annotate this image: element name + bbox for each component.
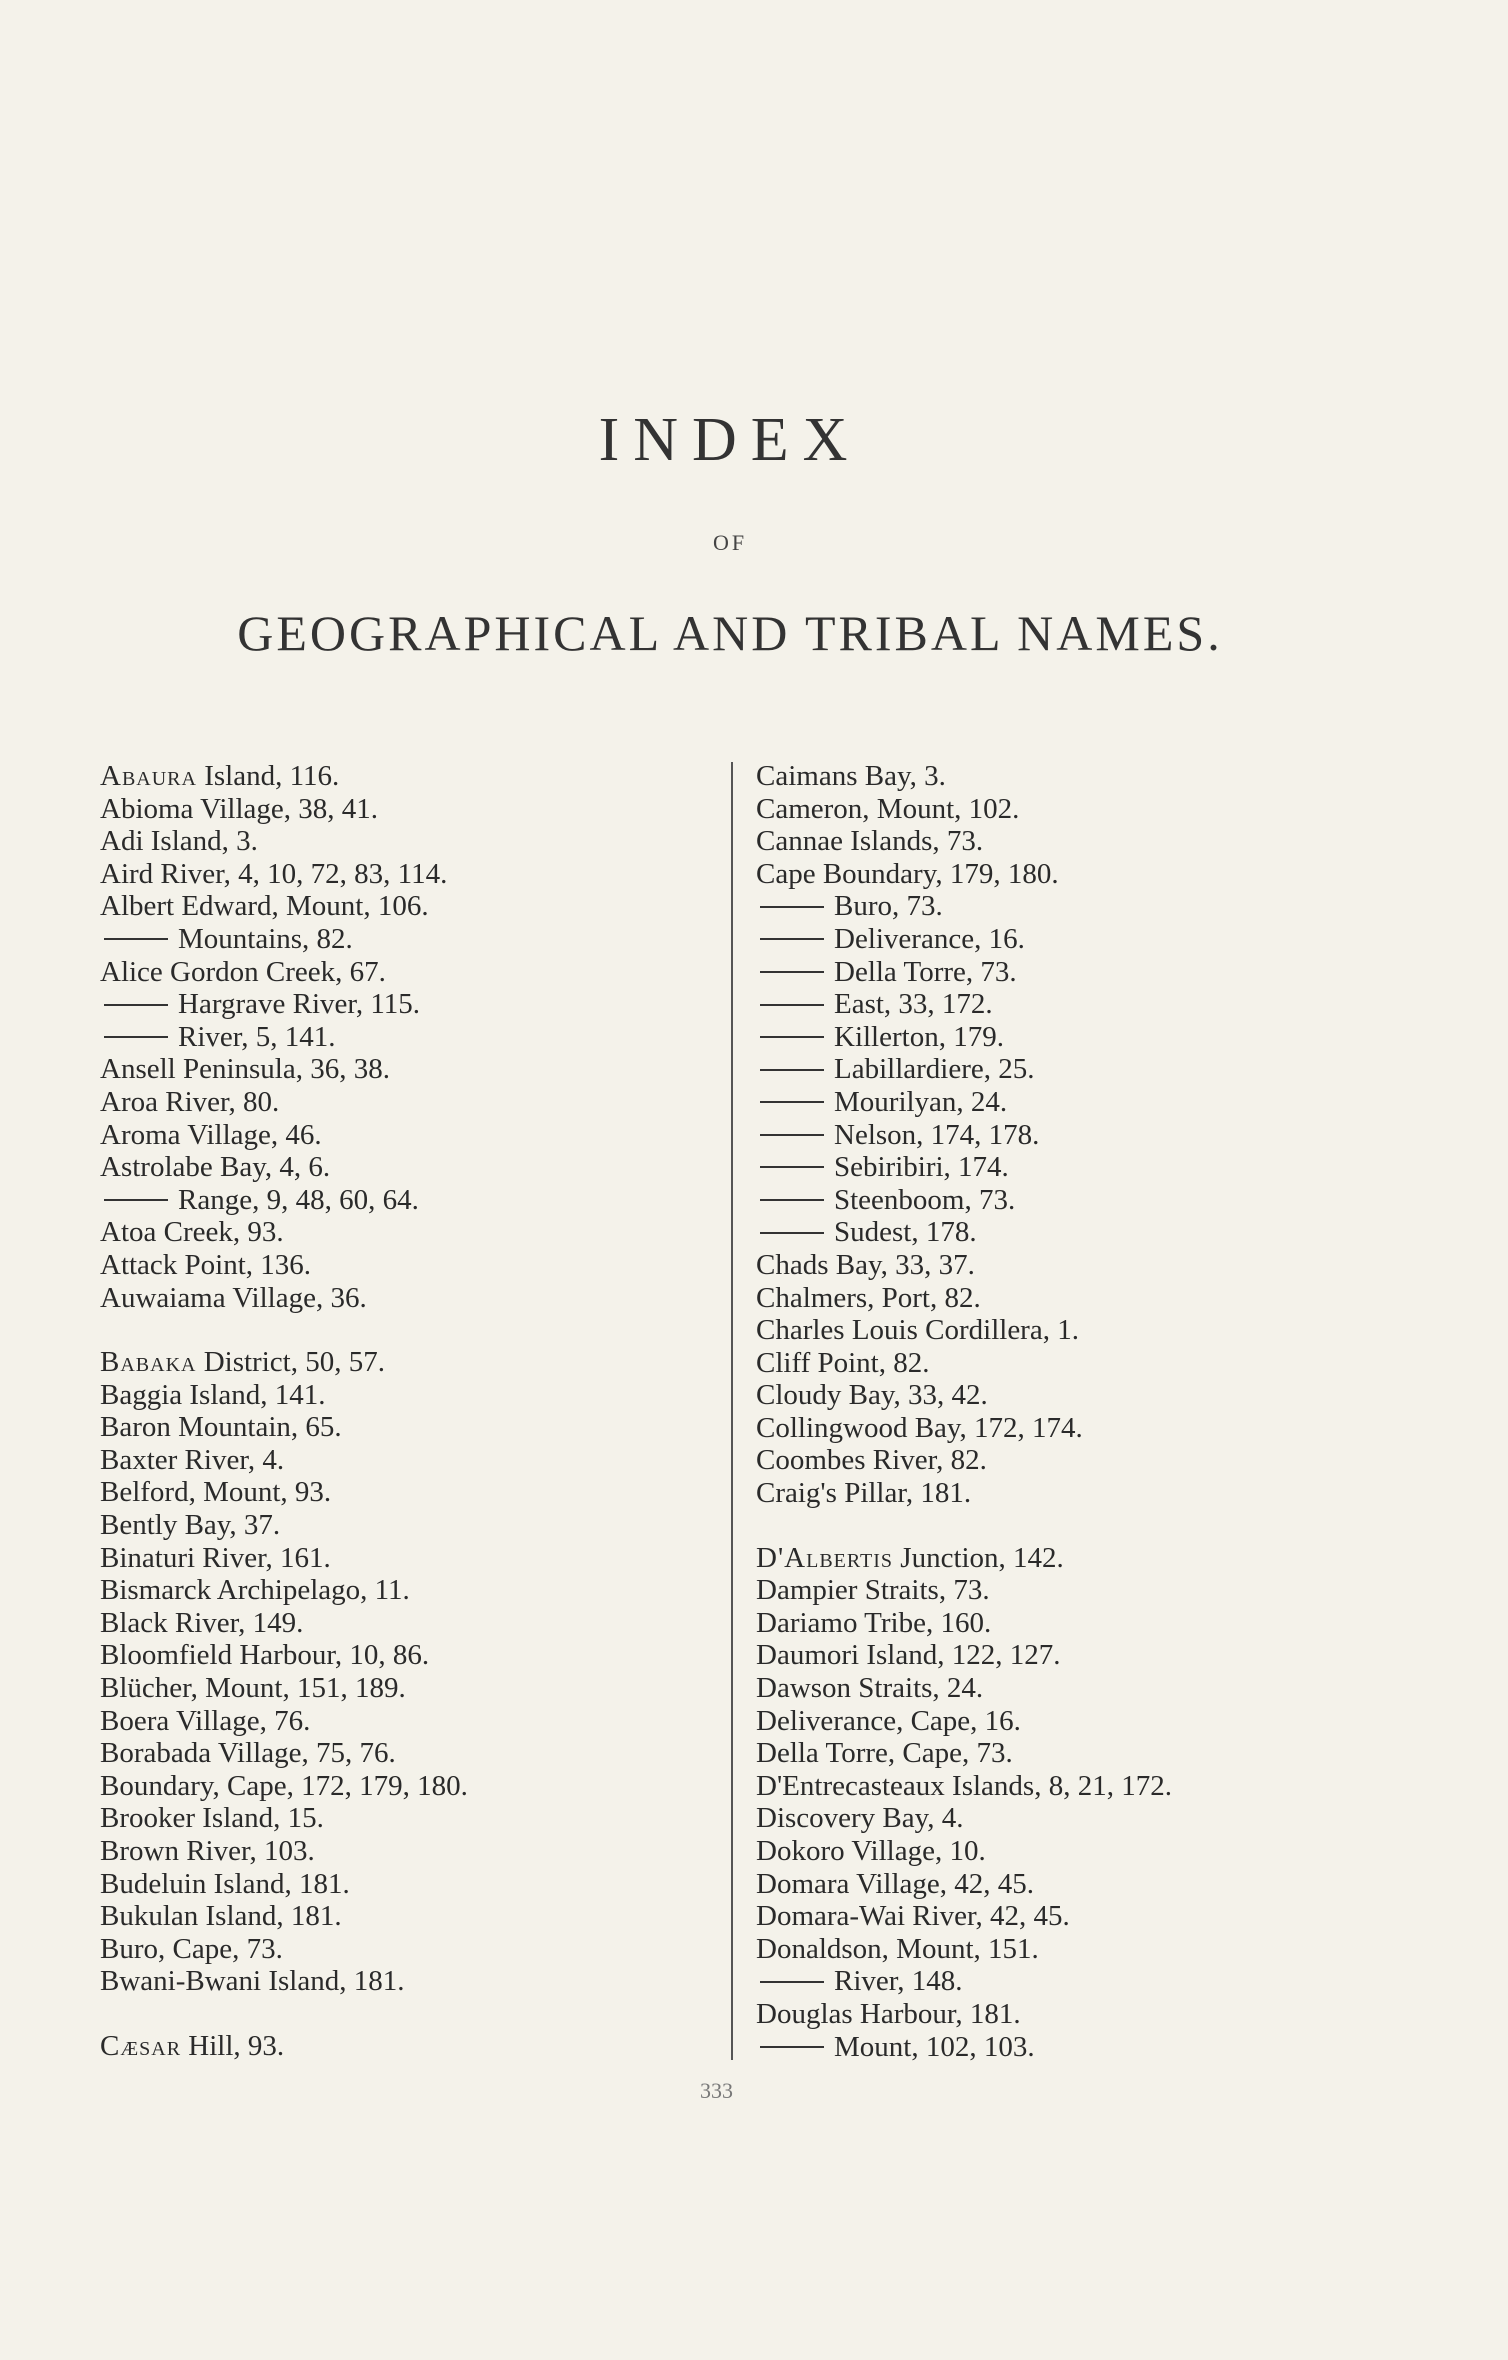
index-entry [756,1933,1376,1966]
index-entry [100,1379,720,1412]
ditto-dash [760,2046,824,2048]
index-entry [100,1705,720,1738]
index-entry [100,1249,720,1282]
ditto-dash [760,938,824,940]
entry-text: Baron Mountain, 65. [100,1411,342,1444]
entry-text: Dawson Straits, 24. [756,1672,984,1705]
entry-text: Domara Village, 42, 45. [756,1867,1034,1900]
ditto-dash [760,1232,824,1234]
entry-text: District, 50, 57. [196,1346,385,1379]
entry-text: Mourilyan, 24. [834,1085,1008,1118]
index-entry [100,1900,720,1933]
index-entry [756,1965,1376,1998]
index-entry [100,1119,720,1152]
entry-text: Collingwood Bay, 172, 174. [756,1411,1083,1444]
entry-text: Alice Gordon Creek, 67. [100,955,386,988]
ditto-dash [760,1036,824,1038]
index-entry [756,1705,1376,1738]
entry-text: Borabada Village, 75, 76. [100,1737,396,1770]
section-gap [100,1314,720,1346]
entry-text: Junction, 142. [893,1541,1064,1574]
entry-text: Bloomfield Harbour, 10, 86. [100,1639,430,1672]
section-gap [100,1998,720,2030]
index-entry [756,1672,1376,1705]
entry-text: Caimans Bay, 3. [756,760,946,792]
index-entry [100,1770,720,1803]
index-entry [756,760,1376,793]
entry-text: Baxter River, 4. [100,1443,285,1476]
index-entry [100,890,720,923]
ditto-dash [760,906,824,908]
entry-text: Coombes River, 82. [756,1444,987,1477]
index-entry [756,1868,1376,1901]
entry-text: Cape Boundary, 179, 180. [756,857,1059,890]
ditto-dash [104,938,168,940]
index-entry [100,1933,720,1966]
index-entry [756,1216,1376,1249]
entry-text: Boundary, Cape, 172, 179, 180. [100,1769,468,1802]
index-entry [756,1119,1376,1152]
entry-text: Daumori Island, 122, 127. [756,1639,1061,1672]
entry-text: Della Torre, Cape, 73. [756,1737,1013,1770]
index-entry [756,1444,1376,1477]
entry-text: Deliverance, 16. [834,922,1025,955]
index-entry [100,1476,720,1509]
entry-text: Sebiribiri, 174. [834,1151,1009,1184]
entry-text: Budeluin Island, 181. [100,1867,350,1900]
entry-text: Dariamo Tribe, 160. [756,1606,992,1639]
entry-text: Astrolabe Bay, 4, 6. [100,1151,331,1184]
entry-text: Aird River, 4, 10, 72, 83, 114. [100,857,448,890]
index-entry [100,1607,720,1640]
index-subtitle: GEOGRAPHICAL AND TRIBAL NAMES. [237,605,1223,661]
entry-text: Atoa Creek, 93. [100,1216,284,1249]
entry-text: Dampier Straits, 73. [756,1574,990,1607]
index-entry [756,1998,1376,2031]
index-entry [756,1053,1376,1086]
index-entry [756,1802,1376,1835]
index-entry [100,1965,720,1998]
entry-lead-word: Cæsar [100,2029,182,2062]
index-entry [756,890,1376,923]
entry-text: River, 148. [834,1965,963,1998]
entry-text: Black River, 149. [100,1606,304,1639]
section-gap [756,1510,1376,1542]
entry-text: Aroma Village, 46. [100,1118,322,1151]
index-entry [100,1868,720,1901]
ditto-dash [760,1199,824,1201]
entry-text: Abioma Village, 38, 41. [100,792,379,825]
index-entry [100,1184,720,1217]
index-entry [756,1314,1376,1347]
index-entry [100,1542,720,1575]
entry-lead-word: D'Albertis [756,1541,894,1574]
index-entry [756,858,1376,891]
entry-text: Brown River, 103. [100,1835,315,1867]
entry-text: Auwaiama Village, 36. [100,1281,367,1314]
index-entry [100,1282,720,1315]
entry-text: Mount, 102, 103. [834,2030,1035,2063]
ditto-dash [760,971,824,973]
entry-text: Albert Edward, Mount, 106. [100,890,429,923]
entry-text: Adi Island, 3. [100,825,258,858]
entry-lead-word: Abaura [100,760,197,792]
index-entry [100,825,720,858]
index-entry [756,1282,1376,1315]
entry-text: Bwani-Bwani Island, 181. [100,1965,405,1998]
index-entry [100,1672,720,1705]
index-of: OF [712,530,748,555]
index-entry [100,760,720,793]
entry-text: Hill, 93. [181,2029,285,2062]
ditto-dash [760,1069,824,1071]
index-entry [100,1509,720,1542]
entry-text: Boera Village, 76. [100,1704,311,1737]
index-entry [756,1379,1376,1412]
index-entry [756,1021,1376,1054]
entry-text: Blücher, Mount, 151, 189. [100,1672,406,1705]
ditto-dash [760,1134,824,1136]
entry-text: Buro, 73. [834,890,943,923]
entry-text: Baggia Island, 141. [100,1378,326,1411]
index-entry [100,956,720,989]
entry-text: Bently Bay, 37. [100,1509,281,1542]
index-entry [756,793,1376,826]
entry-text: Nelson, 174, 178. [834,1118,1040,1151]
entry-lead-word: Babaka [100,1346,197,1379]
entry-text: Chalmers, Port, 82. [756,1281,981,1314]
entry-text: Ansell Peninsula, 36, 38. [100,1053,390,1086]
index-entry [100,1216,720,1249]
index-entry [100,2030,720,2063]
entry-text: Sudest, 178. [834,1216,977,1249]
index-entry [756,1542,1376,1575]
index-entry [756,1574,1376,1607]
entry-text: Range, 9, 48, 60, 64. [178,1183,419,1216]
index-entry [756,1412,1376,1445]
index-entry [756,1835,1376,1868]
entry-text: Cloudy Bay, 33, 42. [756,1379,988,1412]
index-entry [756,2031,1376,2064]
index-entry [756,1477,1376,1510]
entry-text: Buro, Cape, 73. [100,1932,283,1965]
index-entry [100,1802,720,1835]
entry-text: Aroa River, 80. [100,1085,280,1118]
ditto-dash [760,1101,824,1103]
entry-text: Cameron, Mount, 102. [756,792,1020,825]
index-entry [100,1151,720,1184]
entry-text: Bismarck Archipelago, 11. [100,1574,410,1607]
ditto-dash [760,1166,824,1168]
index-entry [100,1053,720,1086]
entry-text: River, 5, 141. [178,1020,336,1053]
page-number: 333 [700,2078,733,2103]
entry-text: Killerton, 179. [834,1020,1004,1053]
index-entry [100,1444,720,1477]
entry-text: Domara-Wai River, 42, 45. [756,1900,1070,1933]
ditto-dash [104,1004,168,1006]
index-entry [100,1835,720,1868]
entry-text: Chads Bay, 33, 37. [756,1248,975,1281]
index-entry [100,923,720,956]
entry-text: D'Entrecasteaux Islands, 8, 21, 172. [756,1769,1172,1802]
entry-text: Donaldson, Mount, 151. [756,1932,1039,1965]
index-title: INDEX [598,406,862,474]
index-entry [756,1639,1376,1672]
index-entry [100,1021,720,1054]
index-entry [756,1770,1376,1803]
index-entry [100,1411,720,1444]
index-entry [100,1737,720,1770]
entry-text: Cannae Islands, 73. [756,825,984,858]
ditto-dash [760,1004,824,1006]
entry-text: Hargrave River, 115. [178,988,421,1021]
index-entry [756,988,1376,1021]
entry-text: Craig's Pillar, 181. [756,1477,972,1510]
entry-text: Attack Point, 136. [100,1248,312,1281]
index-entry [756,1607,1376,1640]
ditto-dash [104,1199,168,1201]
entry-text: Belford, Mount, 93. [100,1476,332,1509]
column-divider [731,762,733,2060]
index-entry [756,1249,1376,1282]
entry-text: Island, 116. [196,760,340,792]
index-entry [756,923,1376,956]
index-entry [100,1574,720,1607]
index-entry [756,825,1376,858]
index-entry [756,1900,1376,1933]
entry-text: Bukulan Island, 181. [100,1900,342,1933]
index-entry [100,793,720,826]
entry-text: Brooker Island, 15. [100,1802,324,1835]
ditto-dash [760,1981,824,1983]
index-entry [100,1086,720,1119]
index-entry [756,1151,1376,1184]
entry-text: Dokoro Village, 10. [756,1835,986,1867]
entry-text: Charles Louis Cordillera, 1. [756,1314,1079,1347]
entry-text: Labillardiere, 25. [834,1053,1035,1086]
index-entry [756,1347,1376,1380]
index-entry [756,1737,1376,1770]
entry-text: Mountains, 82. [178,922,353,955]
index-entry [756,1086,1376,1119]
index-entry [100,858,720,891]
entry-text: Steenboom, 73. [834,1183,1016,1216]
entry-text: Douglas Harbour, 181. [756,1997,1021,2030]
entry-text: Deliverance, Cape, 16. [756,1704,1021,1737]
entry-text: Discovery Bay, 4. [756,1802,964,1835]
index-column-right [756,760,1376,2063]
index-entry [756,1184,1376,1217]
index-entry [100,1639,720,1672]
entry-text: Binaturi River, 161. [100,1541,331,1574]
ditto-dash [104,1036,168,1038]
entry-text: Cliff Point, 82. [756,1346,930,1379]
entry-text: Della Torre, 73. [834,955,1017,988]
index-entry [100,988,720,1021]
index-entry [100,1346,720,1379]
index-entry [756,956,1376,989]
index-column-left [100,760,720,2063]
entry-text: East, 33, 172. [834,988,993,1021]
